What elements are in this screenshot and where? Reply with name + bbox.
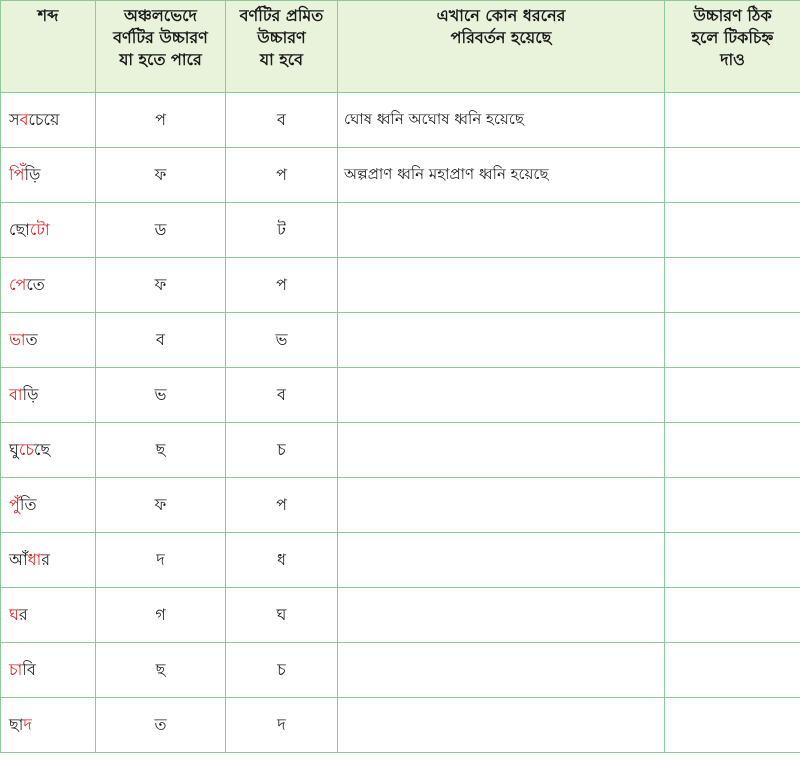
highlighted-letter: বা	[9, 384, 23, 404]
standard-letter: ট	[226, 203, 338, 258]
word-cell	[1, 258, 96, 313]
table-row	[1, 698, 800, 753]
table-row	[1, 148, 800, 203]
table-row	[1, 533, 800, 588]
table-row	[1, 588, 800, 643]
regional-letter: ভ	[96, 368, 226, 423]
table-row	[1, 203, 800, 258]
word-part: তি	[19, 494, 37, 514]
tick-cell[interactable]	[665, 698, 800, 753]
tick-cell[interactable]	[665, 643, 800, 698]
change-type-cell[interactable]: অল্পপ্রাণ ধ্বনি মহাপ্রাণ ধ্বনি হয়েছে	[338, 148, 665, 203]
word-cell	[1, 698, 96, 753]
tick-cell[interactable]	[665, 93, 800, 148]
header-word: শব্দ	[1, 1, 96, 93]
regional-letter: গ	[96, 588, 226, 643]
standard-letter: চ	[226, 643, 338, 698]
highlighted-letter: পুঁ	[9, 494, 20, 514]
change-type-cell[interactable]	[338, 203, 665, 258]
highlighted-letter: টো	[29, 219, 50, 239]
tick-cell[interactable]	[665, 478, 800, 533]
word-part: ছো	[9, 219, 30, 239]
word-cell	[1, 148, 96, 203]
highlighted-letter: ঘ	[9, 604, 19, 624]
word-part: ছে	[33, 439, 51, 459]
highlighted-letter: ধা	[27, 549, 42, 569]
standard-letter: প	[226, 258, 338, 313]
word-cell	[1, 203, 96, 258]
word-part: র	[41, 549, 51, 569]
change-type-cell[interactable]	[338, 533, 665, 588]
word-cell	[1, 588, 96, 643]
tick-cell[interactable]	[665, 203, 800, 258]
regional-letter: ব	[96, 313, 226, 368]
table-row	[1, 643, 800, 698]
highlighted-letter: দ	[23, 714, 32, 734]
standard-letter: দ	[226, 698, 338, 753]
word-part: ঘু	[9, 439, 19, 459]
standard-letter: প	[226, 148, 338, 203]
standard-letter: চ	[226, 423, 338, 478]
change-type-cell[interactable]	[338, 698, 665, 753]
regional-letter: ত	[96, 698, 226, 753]
highlighted-letter: পে	[9, 274, 27, 294]
table-row	[1, 258, 800, 313]
word-cell	[1, 478, 96, 533]
regional-letter: ড	[96, 203, 226, 258]
highlighted-letter: পি	[9, 164, 25, 184]
tick-cell[interactable]	[665, 258, 800, 313]
word-part: র	[18, 604, 28, 624]
tick-cell[interactable]	[665, 533, 800, 588]
highlighted-letter: চা	[9, 659, 23, 679]
word-cell	[1, 423, 96, 478]
word-part: ঁড়ি	[24, 164, 41, 184]
tick-cell[interactable]	[665, 368, 800, 423]
change-type-cell[interactable]	[338, 643, 665, 698]
regional-letter: ছ	[96, 643, 226, 698]
standard-letter: প	[226, 478, 338, 533]
change-type-cell[interactable]	[338, 588, 665, 643]
word-part: তে	[26, 274, 45, 294]
change-type-cell[interactable]: ঘোষ ধ্বনি অঘোষ ধ্বনি হয়েছে	[338, 93, 665, 148]
table-row	[1, 423, 800, 478]
change-type-cell[interactable]	[338, 313, 665, 368]
word-part: ত	[25, 329, 38, 349]
regional-letter: ফ	[96, 148, 226, 203]
table-row	[1, 478, 800, 533]
word-cell	[1, 643, 96, 698]
header-standard-pronunciation: বর্ণটির প্রমিত উচ্চারণ যা হবে	[226, 1, 338, 93]
regional-letter: দ	[96, 533, 226, 588]
table-body	[1, 93, 800, 753]
regional-letter: ফ	[96, 258, 226, 313]
highlighted-letter: ব	[19, 109, 29, 129]
standard-letter: ধ	[226, 533, 338, 588]
header-tick: উচ্চারণ ঠিক হলে টিকচিহ্ন দাও	[665, 1, 800, 93]
table-row	[1, 93, 800, 148]
regional-letter: ফ	[96, 478, 226, 533]
word-part: স	[9, 109, 20, 129]
change-type-cell[interactable]	[338, 423, 665, 478]
regional-letter: ছ	[96, 423, 226, 478]
tick-cell[interactable]	[665, 423, 800, 478]
word-part: চেয়ে	[28, 109, 60, 129]
change-type-cell[interactable]	[338, 368, 665, 423]
tick-cell[interactable]	[665, 313, 800, 368]
word-cell	[1, 313, 96, 368]
standard-letter: ব	[226, 93, 338, 148]
standard-letter: ভ	[226, 313, 338, 368]
word-part: ছা	[9, 714, 24, 734]
standard-letter: ঘ	[226, 588, 338, 643]
word-cell	[1, 533, 96, 588]
tick-cell[interactable]	[665, 588, 800, 643]
change-type-cell[interactable]	[338, 478, 665, 533]
word-cell	[1, 93, 96, 148]
table-row	[1, 313, 800, 368]
change-type-cell[interactable]	[338, 258, 665, 313]
word-part: ড়ি	[22, 384, 39, 404]
regional-letter: প	[96, 93, 226, 148]
header-change-type: এখানে কোন ধরনের পরিবর্তন হয়েছে	[338, 1, 665, 93]
table-row	[1, 368, 800, 423]
word-cell	[1, 368, 96, 423]
word-part: বি	[22, 659, 36, 679]
tick-cell[interactable]	[665, 148, 800, 203]
header-row	[1, 1, 800, 93]
standard-letter: ব	[226, 368, 338, 423]
header-regional-pronunciation: অঞ্চলভেদে বর্ণটির উচ্চারণ যা হতে পারে	[96, 1, 226, 93]
highlighted-letter: চে	[18, 439, 34, 459]
highlighted-letter: ভা	[9, 329, 26, 349]
word-part: আঁ	[9, 549, 28, 569]
